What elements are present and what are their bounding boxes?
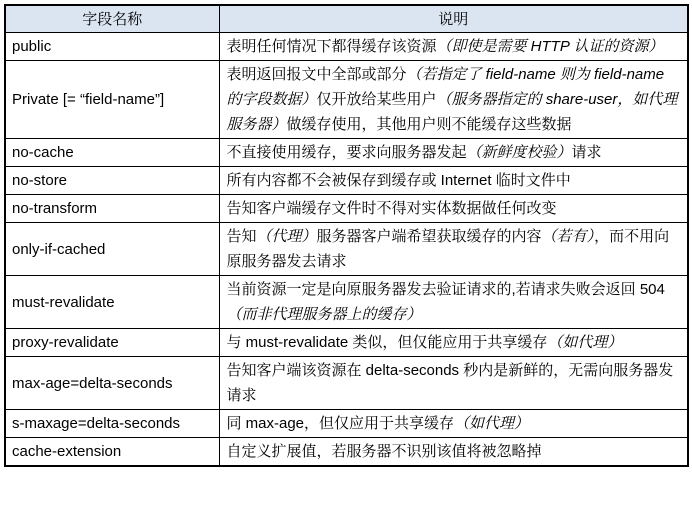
table-row [5, 223, 688, 276]
cache-control-table [4, 4, 689, 467]
description-text-segment: 自定义扩展值，若服务器不识别该值将被忽略掉 [226, 443, 542, 460]
description-text-segment: 服务器客户端希望获取缓存的内容 [316, 228, 542, 245]
description-italic-segment: （如代理） [454, 415, 530, 432]
description-cell [219, 167, 688, 195]
description-text-segment: 表明返回报文中全部或部分 [226, 66, 407, 83]
field-name-cell: no-cache [5, 139, 219, 167]
description-text-segment: 请求 [571, 144, 602, 161]
description-italic-segment: （若有） [541, 228, 595, 245]
description-text-segment: 所有内容都不会被保存到缓存或 Internet 临时文件中 [226, 172, 571, 189]
description-italic-segment: （服务器指定的 share-user，如代理服务器） [226, 91, 678, 133]
description-text-segment: 告知客户端该资源在 delta-seconds 秒内是新鲜的，无需向服务器发请求 [226, 362, 674, 404]
table-row [5, 61, 688, 139]
description-italic-segment: （代理） [256, 228, 317, 245]
description-italic-segment: （若指定了 field-name 则为 field-name 的字段数据） [226, 66, 665, 108]
description-cell [219, 357, 688, 410]
table-row [5, 357, 688, 410]
description-text-segment: 仅开放给某些用户 [316, 91, 437, 108]
description-cell [219, 410, 688, 438]
table-row [5, 33, 688, 61]
description-text-segment: 与 must-revalidate 类似，但仅能应用于共享缓存 [226, 334, 548, 351]
field-name-cell: proxy-revalidate [5, 329, 219, 357]
description-cell [219, 329, 688, 357]
description-cell [219, 61, 688, 139]
description-text-segment: 不直接使用缓存，要求向服务器发起 [226, 144, 467, 161]
description-italic-segment: （即使是需要 HTTP 认证的资源） [436, 38, 664, 55]
description-cell [219, 195, 688, 223]
description-text-segment: ，而不用向原服务器发去请求 [226, 228, 670, 270]
description-text-segment: 表明任何情况下都得缓存该资源 [226, 38, 437, 55]
field-name-cell: only-if-cached [5, 223, 219, 276]
description-italic-segment: （而非代理服务器上的缓存） [226, 306, 422, 323]
description-text-segment: 告知 [226, 228, 257, 245]
description-text-segment: 做缓存使用，其他用户则不能缓存这些数据 [286, 116, 572, 133]
field-name-cell: cache-extension [5, 438, 219, 467]
description-italic-segment: （新鲜度校验） [466, 144, 572, 161]
field-name-cell: public [5, 33, 219, 61]
field-name-cell: no-transform [5, 195, 219, 223]
column-header-description: 说明 [219, 5, 688, 33]
description-cell [219, 438, 688, 467]
description-text-segment: 告知客户端缓存文件时不得对实体数据做任何改变 [226, 200, 557, 217]
field-name-cell: max-age=delta-seconds [5, 357, 219, 410]
table-row [5, 410, 688, 438]
table-row [5, 438, 688, 467]
table-row [5, 167, 688, 195]
description-text-segment: 当前资源一定是向原服务器发去验证请求的,若请求失败会返回 504 [226, 281, 665, 298]
description-italic-segment: （如代理） [547, 334, 623, 351]
table-row [5, 139, 688, 167]
description-cell [219, 33, 688, 61]
table-row [5, 195, 688, 223]
table-row [5, 276, 688, 329]
table-body [5, 33, 688, 467]
table-row [5, 329, 688, 357]
field-name-cell: s-maxage=delta-seconds [5, 410, 219, 438]
field-name-cell: no-store [5, 167, 219, 195]
description-cell [219, 276, 688, 329]
description-text-segment: 同 max-age，但仅应用于共享缓存 [226, 415, 455, 432]
description-cell [219, 223, 688, 276]
column-header-field-name: 字段名称 [5, 5, 219, 33]
description-cell [219, 139, 688, 167]
field-name-cell: must-revalidate [5, 276, 219, 329]
field-name-cell: Private [= “field-name”] [5, 61, 219, 139]
header-row [5, 5, 688, 33]
